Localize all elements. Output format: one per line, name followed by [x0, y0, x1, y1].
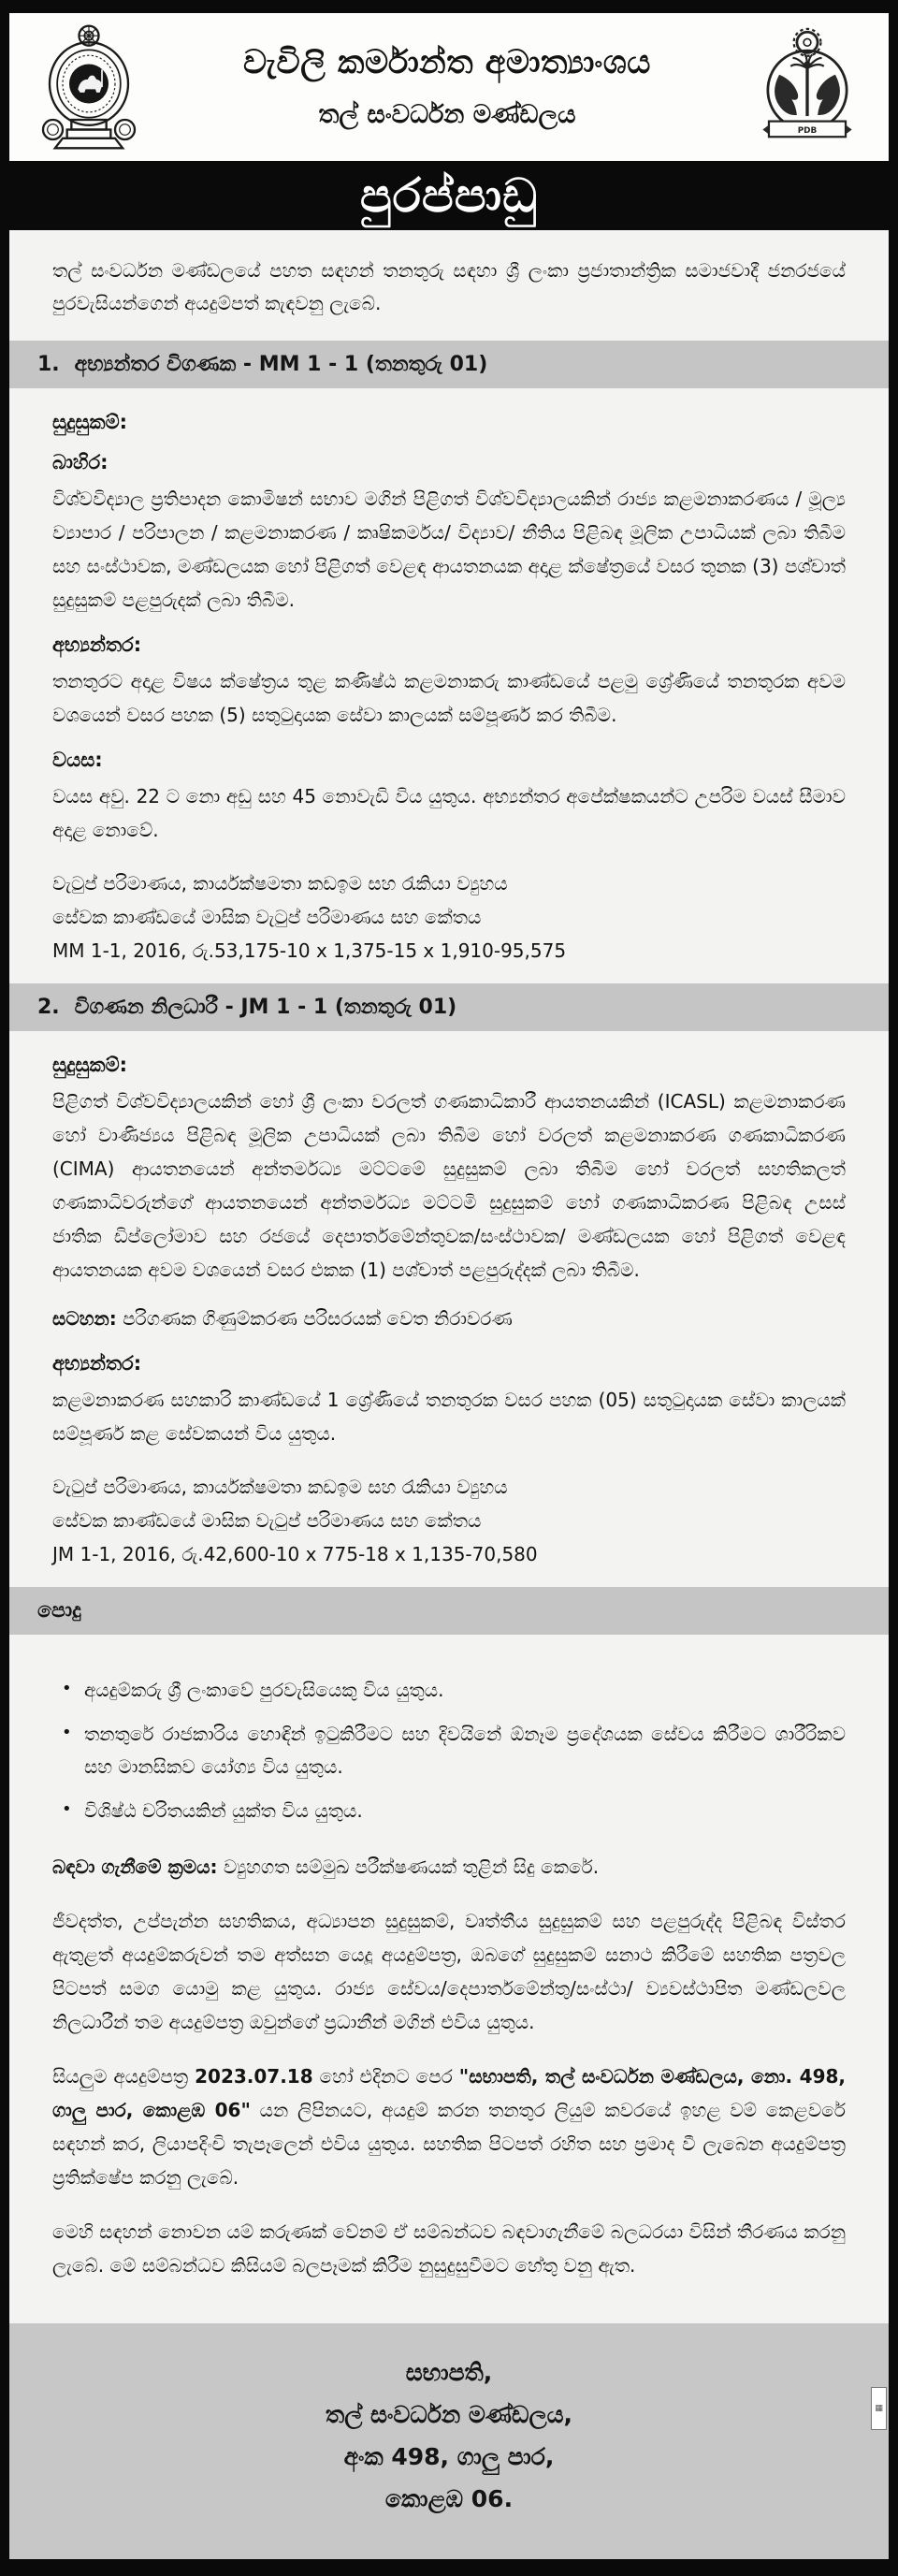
board-title: තල් සංවර්ධන මණ්ඩලය: [318, 100, 576, 129]
position-2-title: විගණන නිලධාරී - JM 1 - 1 (තනතුරු 01): [74, 996, 457, 1019]
list-item: [52, 1718, 846, 1783]
footer-line: කොළඹ 06.: [384, 2485, 514, 2512]
intro-paragraph: තල් සංවර්ධන මණ්ඩලයේ පහත සඳහන් තනතුරු සඳහා ශ්‍රී ලංකා ප්‍රජාතාන්ත්‍රික සමාජවාදී ජනරජයේ පුරවැසියන්ගෙන් අයදුම්පත් කැඳවනු ලැබේ.: [52, 259, 846, 314]
header: [9, 13, 889, 161]
recruitment-method-label: බඳවා ගැනීමේ ක්‍රමය:: [52, 1856, 218, 1878]
qualifications-label: සුදුසුකම්:: [52, 1054, 128, 1076]
position-2-body: [9, 1031, 889, 1587]
position-1-salary-block: [52, 867, 846, 967]
recruitment-method-line: [52, 1850, 846, 1884]
qualifications-text: පිළිගත් විශ්වවිද්‍යාලයකින් හෝ ශ්‍රී ලංකා වරලත් ගණකාධිකාරී ආයතනයකින් (ICASL) කළමනාකරණ හෝ වාණිජ්‍යය පිළිබඳ මූලික උපාධියක් ලබා තිබීම හෝ වරලත් කළමනාකරණ ගණකාධිකරණ (CIMA) ආයතනයෙන් අන්තර්මධ්‍ය මට්ටමේ සුදුසුකම් ලබා තිබීම හෝ වරලත් සහතිකලත් ගණකාධිවරුන්ගේ ආයතනයෙන් අන්තර්මධ්‍ය මට්ටමි සුදුසුකම් හෝ ගණකාධිකරණ පිළිබඳ උසස් ජාතික ඩිප්ලෝමාව සහ රජයේ දෙපාර්තමේන්තුවක/සංස්ථාවක/ මණ්ඩලයක හෝ පිළිගත් වෙළඳ ආයතනයක අවම වශයෙන් වසර එකක (1) පශ්චාත් පළපුරුද්දක් ලබා තිබීම.: [52, 1090, 846, 1281]
salary-heading-2: සේවක කාණ්ඩයේ මාසික වැටුප් පරිමාණය සහ කේතය: [52, 906, 482, 928]
general-conditions-list: [52, 1650, 846, 1827]
general-header-band: [9, 1587, 889, 1635]
footer-address-block: [9, 2323, 889, 2559]
internal-label: අභ්‍යන්තර:: [52, 633, 142, 656]
position-1-number: 1.: [37, 353, 60, 376]
list-item: [52, 1795, 846, 1827]
apply-text: යන ලිපිනයට, අයදුම් කරන තනතුර ලියුම් කවරයේ ඉහළ වම් කෙළවරේ සඳහන් කර, ලියාපදිංචි තැපෑලෙන් එවිය යුතුය. සහතික පිටපත් රහිත සහ ප්‍රමාද වී ලැබෙන අයදුම්පත්‍ර ප්‍රතික්ෂේප කරනු ලැබේ.: [52, 2099, 846, 2189]
sri-lanka-emblem-icon: [34, 22, 144, 153]
external-qualifications-text: විශ්වවිද්‍යාල ප්‍රතිපාදන කොමිෂන් සභාව මගින් පිළිගත් විශ්වවිද්‍යාලයකින් රාජ්‍ය කළමනාකරණය / මූල්‍ය ව්‍යාපාර / පරිපාලන / කළමනාකරණ / කෘෂිකර්මය/ විද්‍යාව/ නීතිය පිළිබඳ මූලික උපාධියක් ලබා තිබීම සහ සංස්ථාවක, මණ්ඩලයක හෝ පිළිගත් වෙළඳ ආයතනයක අදාළ ක්ෂේත්‍රයේ වසර තුනක (3) පශ්චාත් සුදුසුකම් පළපුරුදක් ලබා තිබීම.: [52, 488, 846, 611]
position-1-body: [9, 388, 889, 983]
bullet-icon: •: [62, 1723, 72, 1742]
salary-code: MM 1-1, 2016, රු.53,175-10 x 1,375-15 x 1,910-95,575: [52, 939, 567, 962]
internal-label: අභ්‍යන්තර:: [52, 1352, 142, 1375]
position-1-title: අභ්‍යන්තර විගණක - MM 1 - 1 (තනතුරු 01): [74, 353, 488, 376]
list-item: [52, 1674, 846, 1707]
condition-text: විශිෂ්ඨ චරිතයකින් යුක්ත විය යුතුය.: [84, 1799, 363, 1822]
salary-heading-1: වැටුප් පරිමාණය, කාර්යක්ෂමතා කඩඉම සහ රැකියා ව්‍යුහය: [52, 872, 508, 895]
footer-line: තල් සංවර්ධන මණ්ඩලය,: [325, 2401, 573, 2428]
position-2-number: 2.: [37, 996, 60, 1019]
position-2-header-band: [9, 983, 889, 1031]
external-label: බාහිර:: [52, 451, 109, 473]
application-deadline-paragraph: [52, 2059, 846, 2194]
footer-gap: [9, 2297, 889, 2323]
apply-text: හෝ එදිනට පෙර: [312, 2065, 459, 2088]
vacancies-banner: [9, 161, 889, 230]
general-body: [9, 1635, 889, 2297]
note-text: පරිගණක ගිණුම්කරණ පරිසරයක් වෙත නිරාවරණ: [123, 1307, 513, 1330]
salary-heading-1: වැටුප් පරිමාණය, කාර්යක්ෂමතා කඩඉම සහ රැකියා ව්‍යුහය: [52, 1476, 508, 1498]
internal-qualifications-text: තනතුරට අදාළ විෂය ක්ෂේත්‍රය තුළ කණිෂ්ඨ කළමනාකරු කාණ්ඩයේ පළමු ශ්‍රේණියේ තනතුරක අවම වශයෙන් වසර පහක (5) සතුටුදායක සේවා කාලයක් සම්පූර්ණ කර තිබීම.: [52, 670, 846, 726]
footer-line: සභාපති,: [405, 2359, 493, 2386]
notice-body: [9, 230, 889, 2559]
position-2-salary-block: [52, 1471, 846, 1570]
note-label: සටහන:: [52, 1307, 117, 1330]
condition-text: තනතුරේ රාජකාරිය හොඳින් ඉටුකිරීමට සහ දිවයිනේ ඕනෑම ප්‍රදේශයක සේවය කිරීමට ශාරීරිකව සහ මානසිකව යෝග්‍ය විය යුතුය.: [84, 1723, 846, 1778]
position-1-header-band: [9, 341, 889, 388]
footer-line: අංක 498, ගාලු පාර,: [343, 2443, 555, 2470]
age-text: වයස අවු. 22 ට නො අඩු සහ 45 නොවැඩි විය යුතුය. අභ්‍යන්තර අපේක්ෂකයන්ට උපරිම වයස් සීමාව අදාළ නොවේ.: [52, 785, 846, 841]
internal-qualifications-text: කළමනාකරණ සහකාරි කාණ්ඩයේ 1 ශ්‍රේණියේ තනතුරක වසර පහක (05) සතුටුදායක සේවා කාලයක් සම්පූර්ණ කළ සේවකයන් විය යුතුය.: [52, 1389, 846, 1445]
bullet-icon: •: [62, 1679, 72, 1698]
age-label: වයස:: [52, 749, 103, 771]
salary-code: JM 1-1, 2016, රු.42,600-10 x 775-18 x 1,135-70,580: [52, 1543, 538, 1565]
apply-text: සියලුම අයදුම්පත්‍ර: [52, 2065, 196, 2088]
ministry-title: වැවිලි කර්මාන්ත අමාත්‍යාංශය: [243, 44, 651, 81]
newspaper-ad-code-stamp: ▦: [871, 2387, 887, 2430]
salary-heading-2: සේවක කාණ්ඩයේ මාසික වැටුප් පරිමාණය සහ කේතය: [52, 1509, 482, 1532]
recruitment-method-text: ව්‍යුහගත සම්මුඛ පරීක්ෂණයක් තුළින් සිදු කෙරේ.: [223, 1856, 600, 1878]
board-logo: [750, 23, 864, 151]
condition-text: අයදුම්කරු ශ්‍රී ලංකාවේ පුරවැසියෙකු විය යුතුය.: [84, 1679, 444, 1701]
bullet-icon: •: [62, 1799, 72, 1819]
documents-paragraph: ජීවදත්ත, උප්පැන්න සහතිකය, අධ්‍යාපන සුදුසුකම්, වෘත්තීය සුදුසුකම් සහ පළපුරුද්ද පිළිබඳ විස්තර ඇතුළත් අයදුම්කරුවන් තම අත්සන යෙදූ අයදුම්පත්‍ර, ඔබගේ සුදුසුකම් සනාථ කිරීමේ සහතික පත්‍රවල පිටපත් සමග යොමු කළ යුතුය. රාජ්‍ය සේවය/දෙපාර්තමේන්තු/සංස්ථා/ ව්‍යවස්ථාපිත මණ්ඩලවල නිලධාරීන් තම අයදුම්පත්‍ර ඔවුන්ගේ ප්‍රධානීන් මගින් එවිය යුතුය.: [52, 1910, 846, 2033]
qualifications-label: සුදුසුකම්:: [52, 411, 128, 433]
vacancies-banner-title: පුරප්පාඩු: [359, 167, 539, 223]
header-titles: [144, 44, 750, 130]
national-emblem-logo: [34, 22, 144, 153]
closing-date: 2023.07.18: [195, 2065, 313, 2088]
authority-decision-paragraph: මෙහි සඳහන් නොවන යම් කරුණක් වේනම් ඒ සම්බන්ධව බඳවාගැනීමේ බලධරයා විසින් තීරණය කරනු ලැබේ. මේ සම්බන්ධව කිසියම් බලපෑමක් කිරීම නුසුදුසුවීමට හේතු වනු ඇත.: [52, 2220, 846, 2277]
general-band-title: පොදු: [37, 1599, 81, 1623]
postal-address: "සභාපති, තල් සංවර්ධන මණ්ඩලය, නො. 498, ගාලු පාර, කොළඹ 06": [52, 2065, 846, 2121]
note-line: [52, 1302, 846, 1335]
palmyrah-board-emblem-icon: [750, 23, 864, 151]
board-ribbon-text: PDB: [797, 125, 818, 136]
